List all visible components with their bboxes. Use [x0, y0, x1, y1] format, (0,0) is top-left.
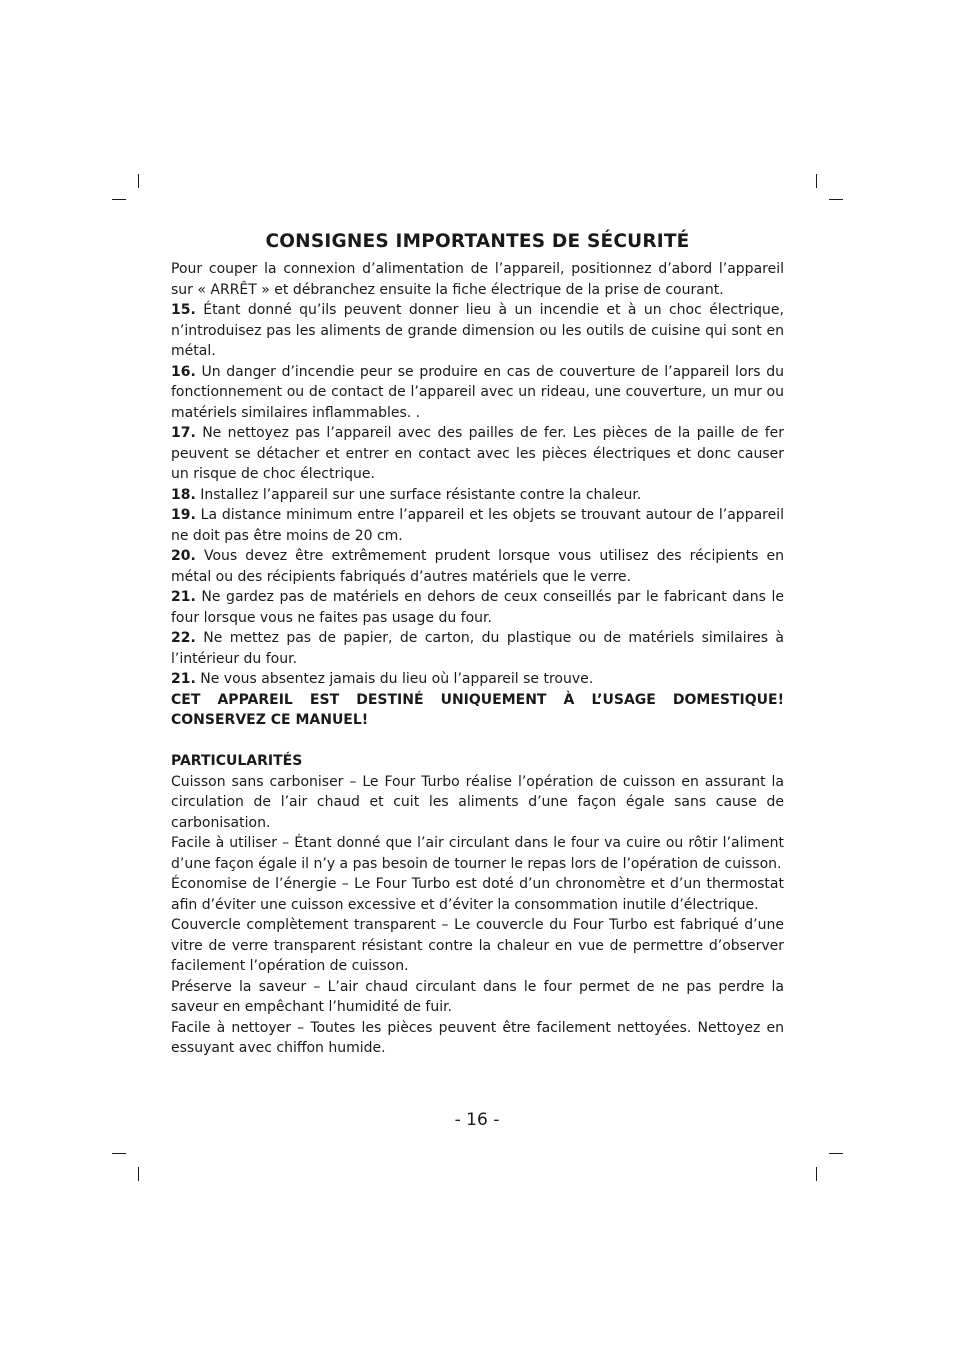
page-number: - 16 - — [454, 1110, 500, 1130]
page-title: CONSIGNES IMPORTANTES DE SÉCURITÉ — [265, 231, 690, 252]
safety-item-17 — [171, 423, 784, 485]
item-text: Ne vous absentez jamais du lieu où l’appareil se trouve. — [200, 671, 594, 687]
item-number: 17. — [171, 425, 196, 441]
safety-item-22 — [171, 628, 784, 669]
safety-item-20 — [171, 546, 784, 587]
safety-item-21b — [171, 669, 784, 690]
item-number: 22. — [171, 630, 196, 646]
item-text: Ne mettez pas de papier, de carton, du plastique ou de matériels similaires à l’intérieur du four. — [171, 630, 784, 667]
item-text: Étant donné qu’ils peuvent donner lieu à un incendie et à un choc électrique, n’introduisez pas les aliments de grande dimension ou les outils de cuisine qui sont en métal. — [171, 302, 784, 359]
page-content — [171, 229, 784, 1059]
feature-paragraph: Économise de l’énergie – Le Four Turbo est doté d’un chronomètre et d’un thermostat afin d’éviter une cuisson excessive et d’éviter la consommation inutile d’électrique. — [171, 876, 784, 913]
safety-item-16 — [171, 362, 784, 424]
item-number: 15. — [171, 302, 196, 318]
item-number: 18. — [171, 486, 196, 503]
safety-item-21 — [171, 587, 784, 628]
item-number: 19. — [171, 507, 196, 523]
safety-item-18 — [171, 485, 784, 506]
item-text: Ne nettoyez pas l’appareil avec des pailles de fer. Les pièces de la paille de fer peuvent se détacher et entrer en contact avec les pièces électriques et donc causer un risque de choc électrique. — [171, 425, 784, 482]
item-text: Vous devez être extrêmement prudent lorsque vous utilisez des récipients en métal ou des récipients fabriqués d’autres matériels que le verre. — [171, 548, 784, 585]
safety-item-15 — [171, 300, 784, 362]
safety-item-19 — [171, 505, 784, 546]
intro-paragraph: Pour couper la connexion d’alimentation de l’appareil, positionnez d’abord l’appareil sur « ARRÊT » et débranchez ensuite la fiche électrique de la prise de courant. — [171, 261, 784, 298]
crop-mark-top-right-horizontal — [829, 199, 843, 200]
section-spacer — [171, 731, 784, 752]
features-title: PARTICULARITÉS — [171, 753, 303, 769]
item-text: Installez l’appareil sur une surface résistante contre la chaleur. — [200, 486, 642, 503]
crop-mark-bottom-right-vertical — [816, 1167, 817, 1181]
crop-mark-top-left-horizontal — [112, 199, 126, 200]
item-text: La distance minimum entre l’appareil et les objets se trouvant autour de l’appareil ne doit pas être moins de 20 cm. — [171, 507, 785, 544]
feature-paragraph: Couvercle complètement transparent – Le couvercle du Four Turbo est fabriqué d’une vitre de verre transparent résistant contre la chaleur en vue de permettre d’observer facilement l’opération de cuisson. — [171, 917, 784, 974]
item-number: 21. — [171, 589, 196, 605]
crop-mark-top-right-vertical — [816, 174, 817, 188]
item-number: 21. — [171, 671, 196, 687]
feature-paragraph: Cuisson sans carboniser – Le Four Turbo réalise l’opération de cuisson en assurant la circulation de l’air chaud et cuit les aliments d’une façon égale sans cause de carbonisation. — [171, 773, 784, 831]
crop-mark-bottom-left-horizontal — [112, 1153, 126, 1154]
item-number: 16. — [171, 363, 196, 380]
crop-mark-top-left-vertical — [138, 174, 139, 188]
item-text: Ne gardez pas de matériels en dehors de ceux conseillés par le fabricant dans le four lorsque vous ne faites pas usage du four. — [171, 589, 784, 626]
feature-paragraph: Facile à utiliser – Étant donné que l’air circulant dans le four va cuire ou rôtir l’aliment d’une façon égale il n’y a pas besoin de tourner le repas lors de l’opération de cuisson. — [171, 835, 784, 872]
item-number: 20. — [171, 548, 196, 564]
domestic-use-warning: CET APPAREIL EST DESTINÉ UNIQUEMENT À L’USAGE DOMESTIQUE! CONSERVEZ CE MANUEL! — [171, 691, 784, 728]
feature-paragraph: Préserve la saveur – L’air chaud circulant dans le four permet de ne pas perdre la saveur en empêchant l’humidité de fuir. — [171, 978, 784, 1015]
item-text: Un danger d’incendie peur se produire en cas de couverture de l’appareil lors du fonctionnement ou de contact de l’appareil avec un rideau, une couverture, un mur ou matériels similaires inflammables. . — [171, 363, 784, 421]
feature-paragraph: Facile à nettoyer – Toutes les pièces peuvent être facilement nettoyées. Nettoyez en essuyant avec chiffon humide. — [171, 1019, 784, 1056]
crop-mark-bottom-left-vertical — [138, 1167, 139, 1181]
crop-mark-bottom-right-horizontal — [829, 1153, 843, 1154]
